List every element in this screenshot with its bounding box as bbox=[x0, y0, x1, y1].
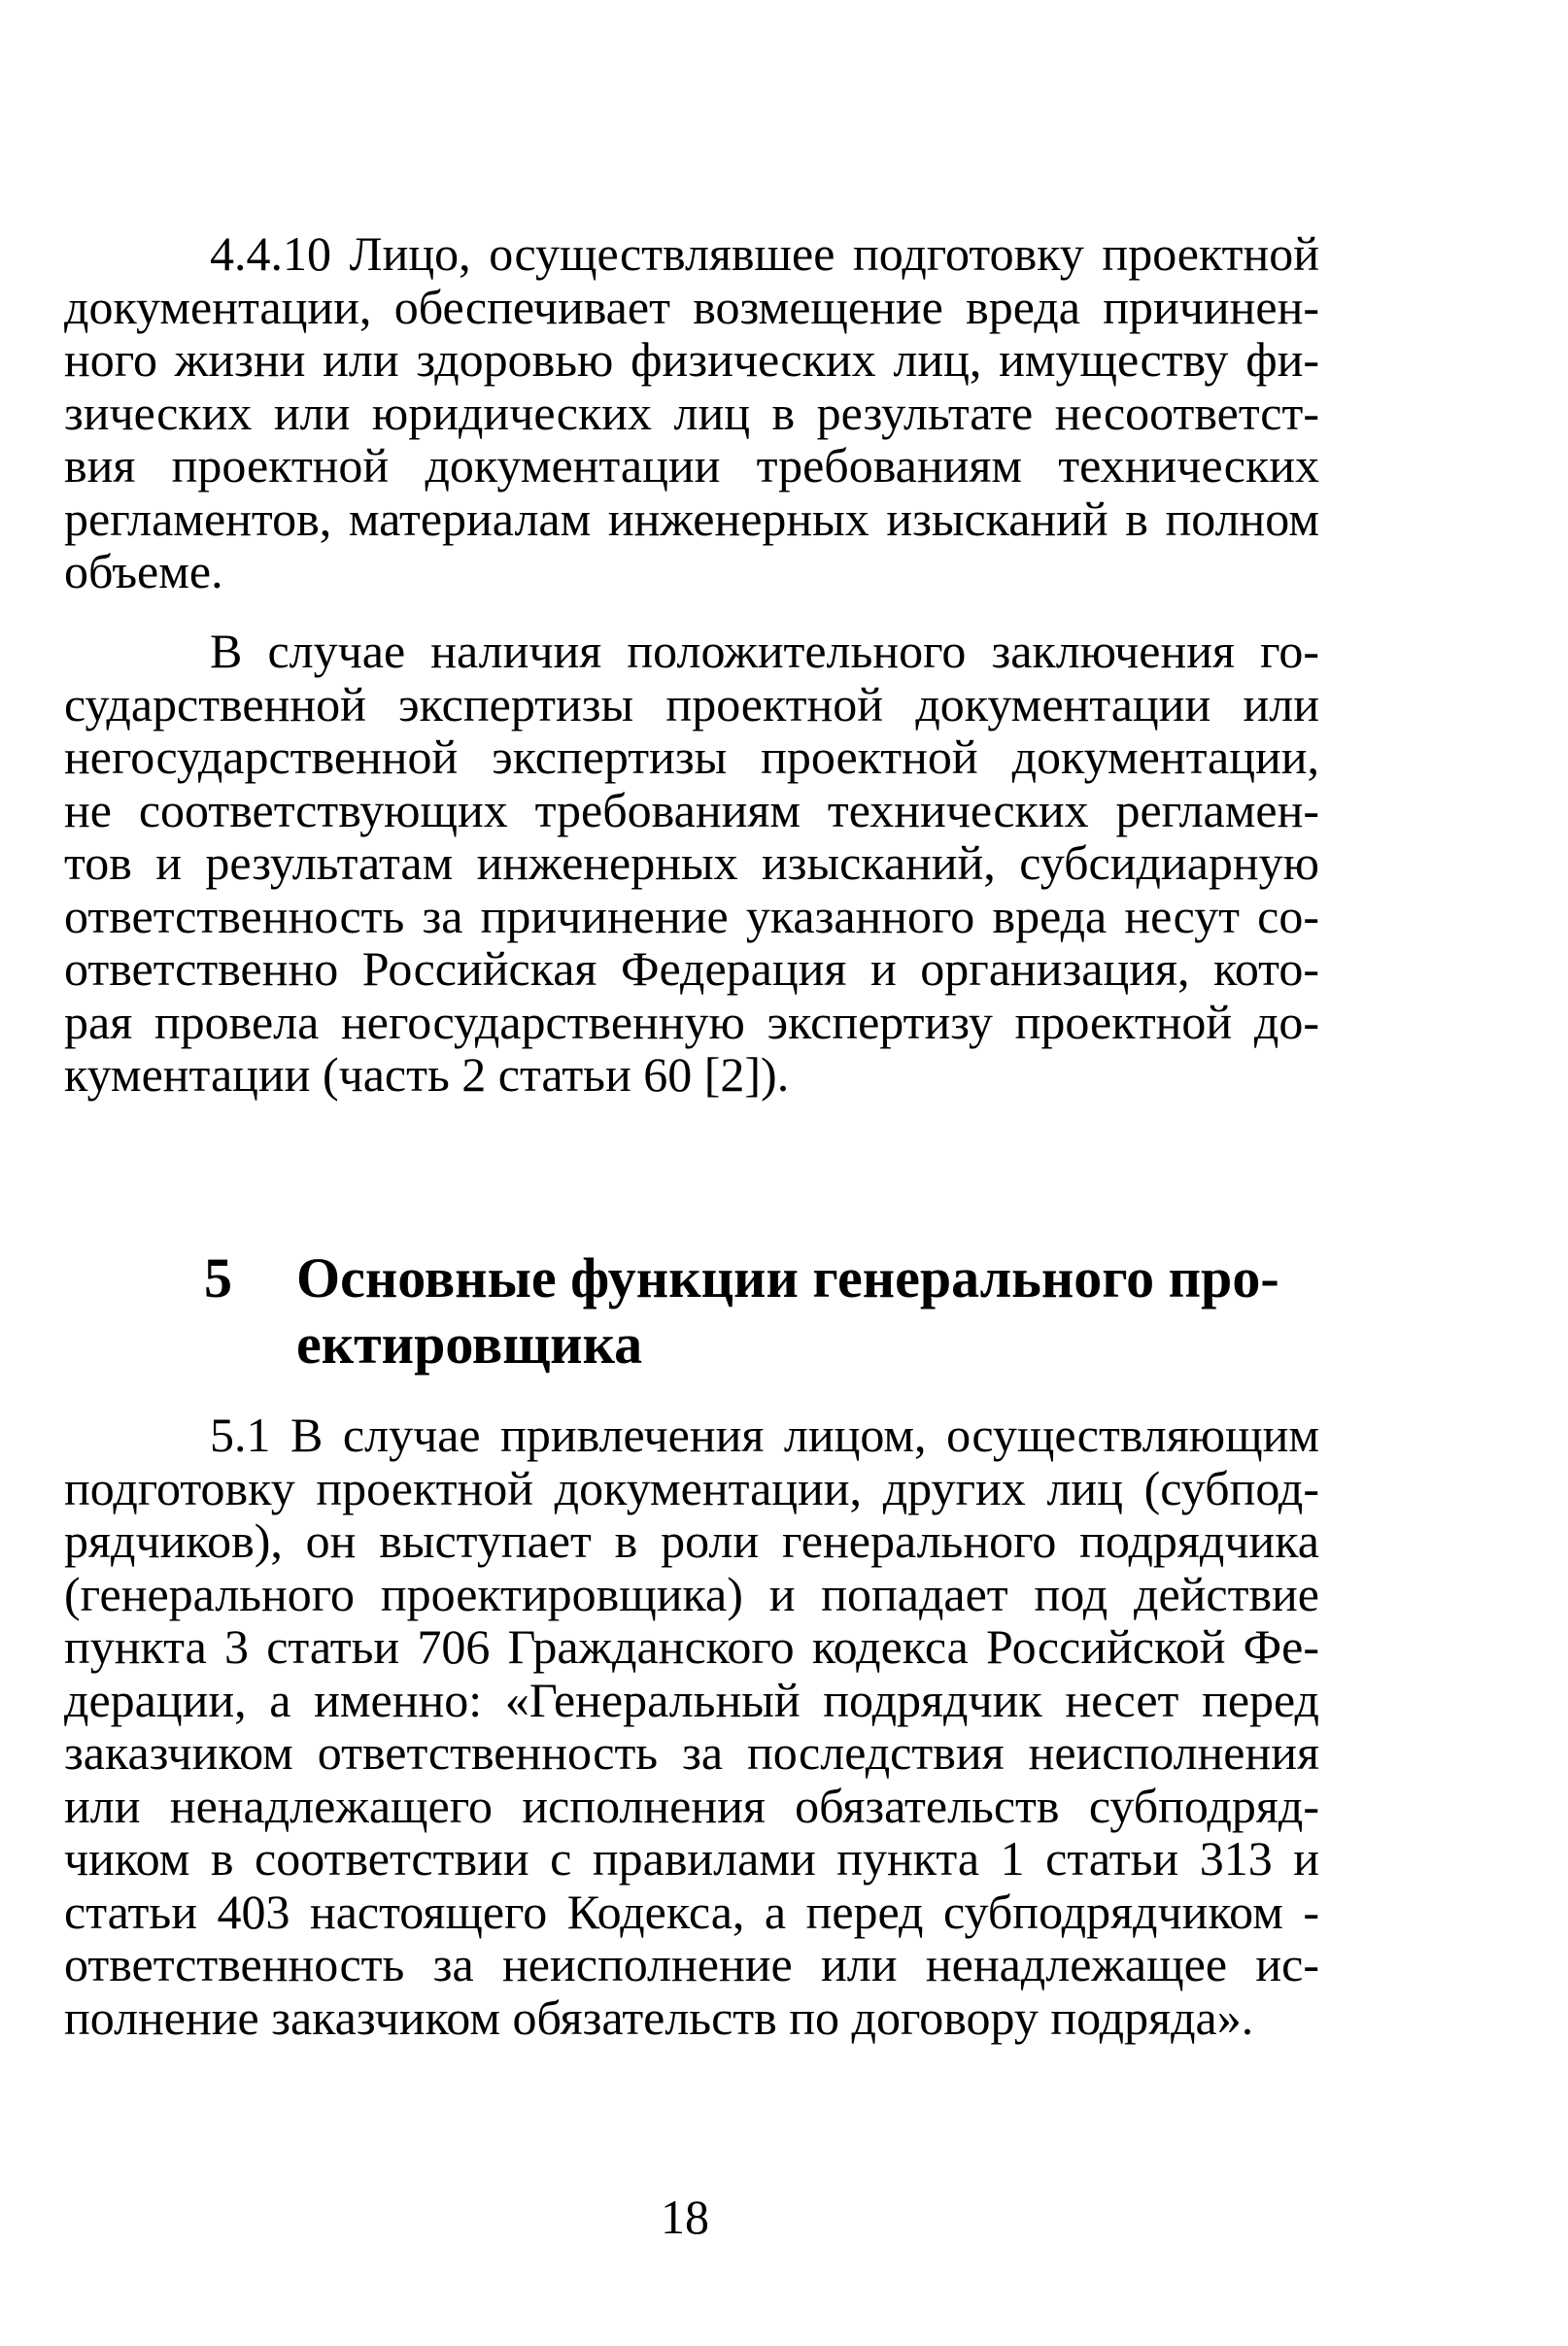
text-line: не соответствующих требованиям технических регламен- bbox=[64, 782, 1319, 837]
text-line: чиком в соответствии с правилами пункта 1 статьи 313 и bbox=[64, 1831, 1319, 1886]
text-line: объеме. bbox=[64, 544, 223, 598]
section-title-line: Основные функции генерального про- bbox=[296, 1246, 1279, 1309]
text-line: сударственной экспертизы проектной документации или bbox=[64, 676, 1319, 731]
paragraph-4-4-10 bbox=[64, 227, 1319, 598]
text-line: вия проектной документации требованиям технических bbox=[64, 438, 1319, 493]
text-line: негосударственной экспертизы проектной документации, bbox=[64, 730, 1319, 784]
page-number: 18 bbox=[661, 2190, 709, 2244]
text-line: или ненадлежащего исполнения обязательств субподряд- bbox=[64, 1778, 1319, 1833]
text-line: регламентов, материалам инженерных изысканий в полном bbox=[64, 491, 1319, 546]
text-line: документации, обеспечивает возмещение вреда причинен- bbox=[64, 279, 1319, 334]
text-line: зических или юридических лиц в результате несоответст- bbox=[64, 385, 1319, 440]
text-line: пункта 3 статьи 706 Гражданского кодекса Российской Фе- bbox=[64, 1619, 1319, 1674]
text-line: ответственно Российская Федерация и организация, кото- bbox=[64, 941, 1319, 996]
text-line: ного жизни или здоровью физических лиц, имуществу фи- bbox=[64, 332, 1319, 387]
text-line: тов и результатам инженерных изысканий, субсидиарную bbox=[64, 835, 1319, 890]
section-title bbox=[296, 1245, 1312, 1377]
section-number: 5 bbox=[204, 1246, 232, 1309]
section-title-line: ектировщика bbox=[296, 1312, 643, 1376]
text-line: (генерального проектировщика) и попадает под действие bbox=[64, 1566, 1319, 1621]
text-line: рядчиков), он выступает в роли генерального подрядчика bbox=[64, 1513, 1319, 1568]
text-line: В случае наличия положительного заключения го- bbox=[210, 624, 1319, 678]
text-line: рая провела негосударственную экспертизу проектной до- bbox=[64, 994, 1319, 1049]
text-line: ответственность за причинение указанного вреда несут со- bbox=[64, 888, 1319, 943]
paragraph-5-1 bbox=[64, 1409, 1319, 2044]
paragraph-liability bbox=[64, 625, 1319, 1102]
text-line: полнение заказчиком обязательств по договору подряда». bbox=[64, 1989, 1254, 2045]
text-line: 4.4.10 Лицо, осуществлявшее подготовку проектной bbox=[210, 226, 1319, 281]
text-line: кументации (часть 2 статьи 60 [2]). bbox=[64, 1047, 790, 1102]
text-line: дерации, а именно: «Генеральный подрядчик несет перед bbox=[64, 1672, 1319, 1727]
text-line: ответственность за неисполнение или ненадлежащее ис- bbox=[64, 1937, 1319, 1991]
text-line: статьи 403 настоящего Кодекса, а перед субподрядчиком - bbox=[64, 1884, 1319, 1939]
text-line: подготовку проектной документации, других лиц (субпод- bbox=[64, 1460, 1319, 1515]
text-line: 5.1 В случае привлечения лицом, осуществляющим bbox=[210, 1408, 1319, 1462]
text-line: заказчиком ответственность за последствия неисполнения bbox=[64, 1725, 1319, 1780]
